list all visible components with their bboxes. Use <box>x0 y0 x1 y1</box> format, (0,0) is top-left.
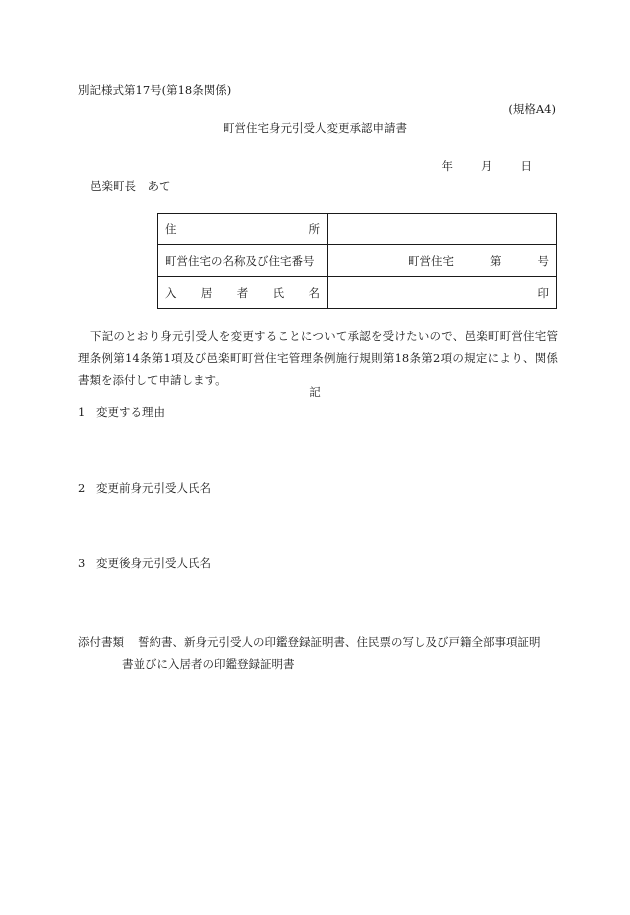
date-month-label: 月 <box>481 159 493 173</box>
address-field[interactable] <box>328 214 557 245</box>
housing-row <box>158 245 557 277</box>
resident-name-field[interactable] <box>328 277 557 309</box>
ki-heading: 記 <box>309 385 321 399</box>
date-day-label: 日 <box>520 159 532 173</box>
form-number: 別記様式第17号(第18条関係) <box>78 83 232 97</box>
resident-row <box>158 277 557 309</box>
resident-name-label: 入 居 者 氏 名 <box>158 277 328 309</box>
date-line <box>442 160 533 174</box>
attachments-label: 添付書類 <box>78 635 124 649</box>
address-row <box>158 214 557 245</box>
addressee: 邑楽町長 あて <box>90 179 171 193</box>
item-new-guarantor: 3 変更後身元引受人氏名 <box>78 556 211 570</box>
attachments-line-1: 誓約書、新身元引受人の印鑑登録証明書、住民票の写し及び戸籍全部事項証明 <box>138 635 541 649</box>
housing-prefix: 町営住宅 <box>408 253 454 268</box>
item-change-reason: 1 変更する理由 <box>78 405 165 419</box>
attachments-line-2: 書並びに入居者の印鑑登録証明書 <box>122 657 295 671</box>
date-year-label: 年 <box>441 159 453 173</box>
applicant-info-table <box>157 213 557 309</box>
address-label: 住 所 <box>158 214 328 245</box>
seal-mark: 印 <box>537 285 549 300</box>
housing-dai: 第 <box>490 253 502 268</box>
paper-size-note: (規格A4) <box>508 102 556 116</box>
application-statement: 下記のとおり身元引受人を変更することについて承認を受けたいので、邑楽町町営住宅管理条例第14条第1項及び邑楽町町営住宅管理条例施行規則第18条第2項の規定により、関係書類を添付して申請します。 <box>78 329 558 387</box>
housing-label: 町営住宅の名称及び住宅番号 <box>158 245 328 277</box>
item-previous-guarantor: 2 変更前身元引受人氏名 <box>78 481 211 495</box>
document-title: 町営住宅身元引受人変更承認申請書 <box>223 121 407 135</box>
housing-go: 号 <box>537 253 549 268</box>
housing-field[interactable] <box>328 245 557 277</box>
